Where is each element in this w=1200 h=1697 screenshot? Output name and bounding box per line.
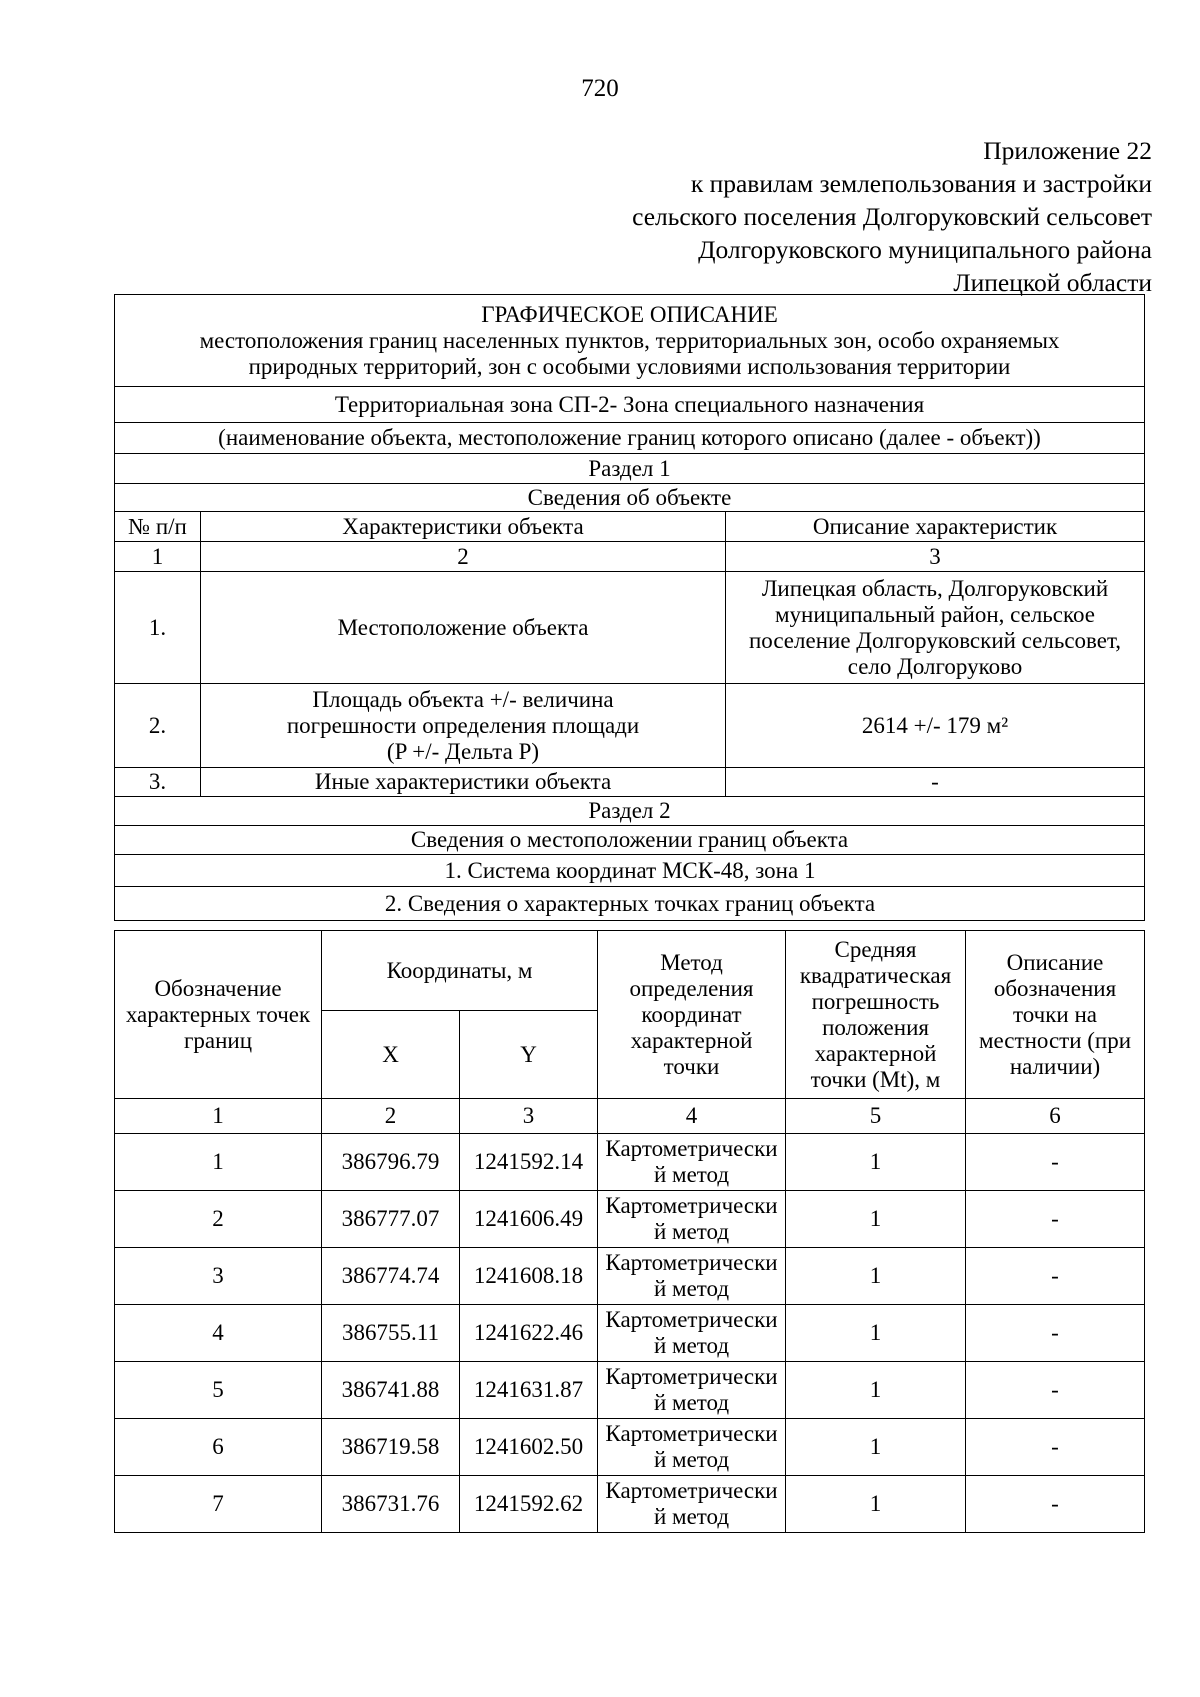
header-line: Метод [660,949,723,975]
method-line: Картометрически [605,1307,778,1332]
y-header: Y [460,1011,598,1099]
header-line: квадратическая [799,962,952,988]
characteristic-value [726,572,1145,684]
point-x: 386755.11 [322,1305,460,1362]
point-id: 5 [115,1362,322,1419]
coordinates-header: Координаты, м [322,931,598,1011]
method-line: й метод [653,1333,730,1358]
value-line: муниципальный район, сельское [775,601,1095,627]
point-y: 1241622.46 [460,1305,598,1362]
column-number: 4 [598,1099,786,1134]
error-header [786,931,966,1099]
column-number: 5 [786,1099,966,1134]
point-id: 3 [115,1248,322,1305]
appendix-line: сельского поселения Долгоруковский сельсовет [632,202,1152,231]
point-mt: 1 [786,1305,966,1362]
method-line: Картометрически [605,1478,778,1503]
column-header: Описание характеристик [726,512,1145,542]
point-y: 1241602.50 [460,1419,598,1476]
point-x: 386719.58 [322,1419,460,1476]
object-location-row [115,572,1145,684]
point-y: 1241631.87 [460,1362,598,1419]
column-number: 3 [726,542,1145,572]
header-line: местности (при [978,1027,1132,1053]
point-id: 4 [115,1305,322,1362]
header-line: определения [629,975,754,1001]
method-line: Картометрически [605,1136,778,1161]
method-line: Картометрически [605,1421,778,1446]
header-line: обозначения [993,975,1117,1001]
header-line: точки на [1013,1001,1097,1027]
point-mt: 1 [786,1134,966,1191]
row-number: 1. [115,572,201,684]
coord-system-row [115,855,1145,887]
points-caption-row [115,887,1145,921]
point-description: - [966,1248,1145,1305]
designation-header [115,931,322,1099]
point-description: - [966,1191,1145,1248]
section1-subtitle-row [115,484,1145,512]
boundary-points-table [114,930,1145,1533]
name-line: (P +/- Дельта P) [386,738,540,764]
name-line: погрешности определения площади [286,712,640,738]
point-method [598,1305,786,1362]
point-description: - [966,1362,1145,1419]
header-line: наличии) [1009,1053,1101,1079]
other-characteristics-row [115,768,1145,797]
point-x: 386741.88 [322,1362,460,1419]
point-id: 1 [115,1134,322,1191]
point-description: - [966,1419,1145,1476]
characteristic-name [201,684,726,768]
section2-subtitle-row [115,826,1145,855]
point-y: 1241606.49 [460,1191,598,1248]
document-subtitle: природных территорий, зон с особыми условиями использования территории [248,353,1011,379]
table-row [115,1134,1145,1191]
section2-subtitle: Сведения о местоположении границ объекта [115,826,1145,855]
point-method [598,1476,786,1533]
column-number: 6 [966,1099,1145,1134]
header-line: характерной [814,1040,937,1066]
method-line: й метод [653,1276,730,1301]
characteristic-value: 2614 +/- 179 м² [726,684,1145,768]
point-mt: 1 [786,1419,966,1476]
header-line: координат [641,1001,742,1027]
row-number: 3. [115,768,201,797]
method-line: Картометрически [605,1250,778,1275]
point-y: 1241592.62 [460,1476,598,1533]
point-description: - [966,1476,1145,1533]
method-line: й метод [653,1447,730,1472]
point-method [598,1419,786,1476]
document-title-cell [115,295,1145,387]
appendix-header [252,134,1152,299]
column-number: 2 [201,542,726,572]
section1-title: Раздел 1 [115,454,1145,484]
characteristic-name: Местоположение объекта [201,572,726,684]
method-line: й метод [653,1219,730,1244]
header-line: точки (Mt), м [810,1066,941,1092]
point-id: 2 [115,1191,322,1248]
appendix-line: Приложение 22 [983,136,1152,165]
name-line: Площадь объекта +/- величина [312,686,614,712]
column-header: Характеристики объекта [201,512,726,542]
point-id: 7 [115,1476,322,1533]
point-x: 386777.07 [322,1191,460,1248]
document-title-row [115,295,1145,387]
characteristic-name: Иные характеристики объекта [201,768,726,797]
section1-title-row [115,454,1145,484]
header-line: точки [663,1053,720,1079]
object-area-row [115,684,1145,768]
appendix-line: Долгоруковского муниципального района [698,235,1152,264]
point-description: - [966,1305,1145,1362]
point-x: 386796.79 [322,1134,460,1191]
method-line: Картометрически [605,1364,778,1389]
column-number: 3 [460,1099,598,1134]
method-line: й метод [653,1162,730,1187]
header-line: Описание [1006,949,1104,975]
point-mt: 1 [786,1362,966,1419]
header-line: характерных точек [125,1001,311,1027]
document-subtitle: местоположения границ населенных пунктов, территориальных зон, особо охраняемых [199,327,1060,353]
point-method [598,1362,786,1419]
section1-header-row [115,512,1145,542]
point-mt: 1 [786,1191,966,1248]
point-mt: 1 [786,1476,966,1533]
table-row [115,1419,1145,1476]
coordinate-system: 1. Система координат МСК-48, зона 1 [115,855,1145,887]
point-y: 1241592.14 [460,1134,598,1191]
header-line: характерной [630,1027,753,1053]
appendix-line: к правилам землепользования и застройки [690,169,1152,198]
value-line: село Долгоруково [847,653,1023,679]
point-y: 1241608.18 [460,1248,598,1305]
point-method [598,1248,786,1305]
object-name-caption: (наименование объекта, местоположение границ которого описано (далее - объект)) [115,423,1145,454]
section1-subtitle: Сведения об объекте [115,484,1145,512]
row-number: 2. [115,684,201,768]
point-description: - [966,1134,1145,1191]
value-line: Липецкая область, Долгоруковский [761,575,1109,601]
x-header: X [322,1011,460,1099]
characteristic-value: - [726,768,1145,797]
table-row [115,1305,1145,1362]
points-column-numbers-row [115,1099,1145,1134]
header-line: Средняя [834,936,917,962]
point-x: 386731.76 [322,1476,460,1533]
object-name-row [115,387,1145,423]
header-line: Обозначение [154,975,282,1001]
object-caption-row [115,423,1145,454]
method-line: й метод [653,1504,730,1529]
header-line: погрешность [811,988,940,1014]
table-row [115,1191,1145,1248]
method-line: й метод [653,1390,730,1415]
points-header-row [115,931,1145,1011]
column-number: 1 [115,542,201,572]
object-name: Территориальная зона СП-2- Зона специального назначения [115,387,1145,423]
points-caption: 2. Сведения о характерных точках границ объекта [115,887,1145,921]
object-description-table [114,294,1145,921]
document-title: ГРАФИЧЕСКОЕ ОПИСАНИЕ [481,301,778,327]
table-row [115,1476,1145,1533]
method-line: Картометрически [605,1193,778,1218]
method-header [598,931,786,1099]
column-number: 2 [322,1099,460,1134]
appendix-line: Липецкой области [953,268,1152,297]
table-row [115,1362,1145,1419]
column-header: № п/п [115,512,201,542]
section2-title-row [115,797,1145,826]
description-header [966,931,1145,1099]
header-line: положения [822,1014,929,1040]
point-mt: 1 [786,1248,966,1305]
value-line: поселение Долгоруковский сельсовет, [748,627,1122,653]
page-number: 720 [581,75,619,102]
header-line: границ [183,1027,253,1053]
table-row [115,1248,1145,1305]
point-method [598,1191,786,1248]
point-x: 386774.74 [322,1248,460,1305]
section1-column-numbers-row [115,542,1145,572]
column-number: 1 [115,1099,322,1134]
point-id: 6 [115,1419,322,1476]
point-method [598,1134,786,1191]
section2-title: Раздел 2 [115,797,1145,826]
